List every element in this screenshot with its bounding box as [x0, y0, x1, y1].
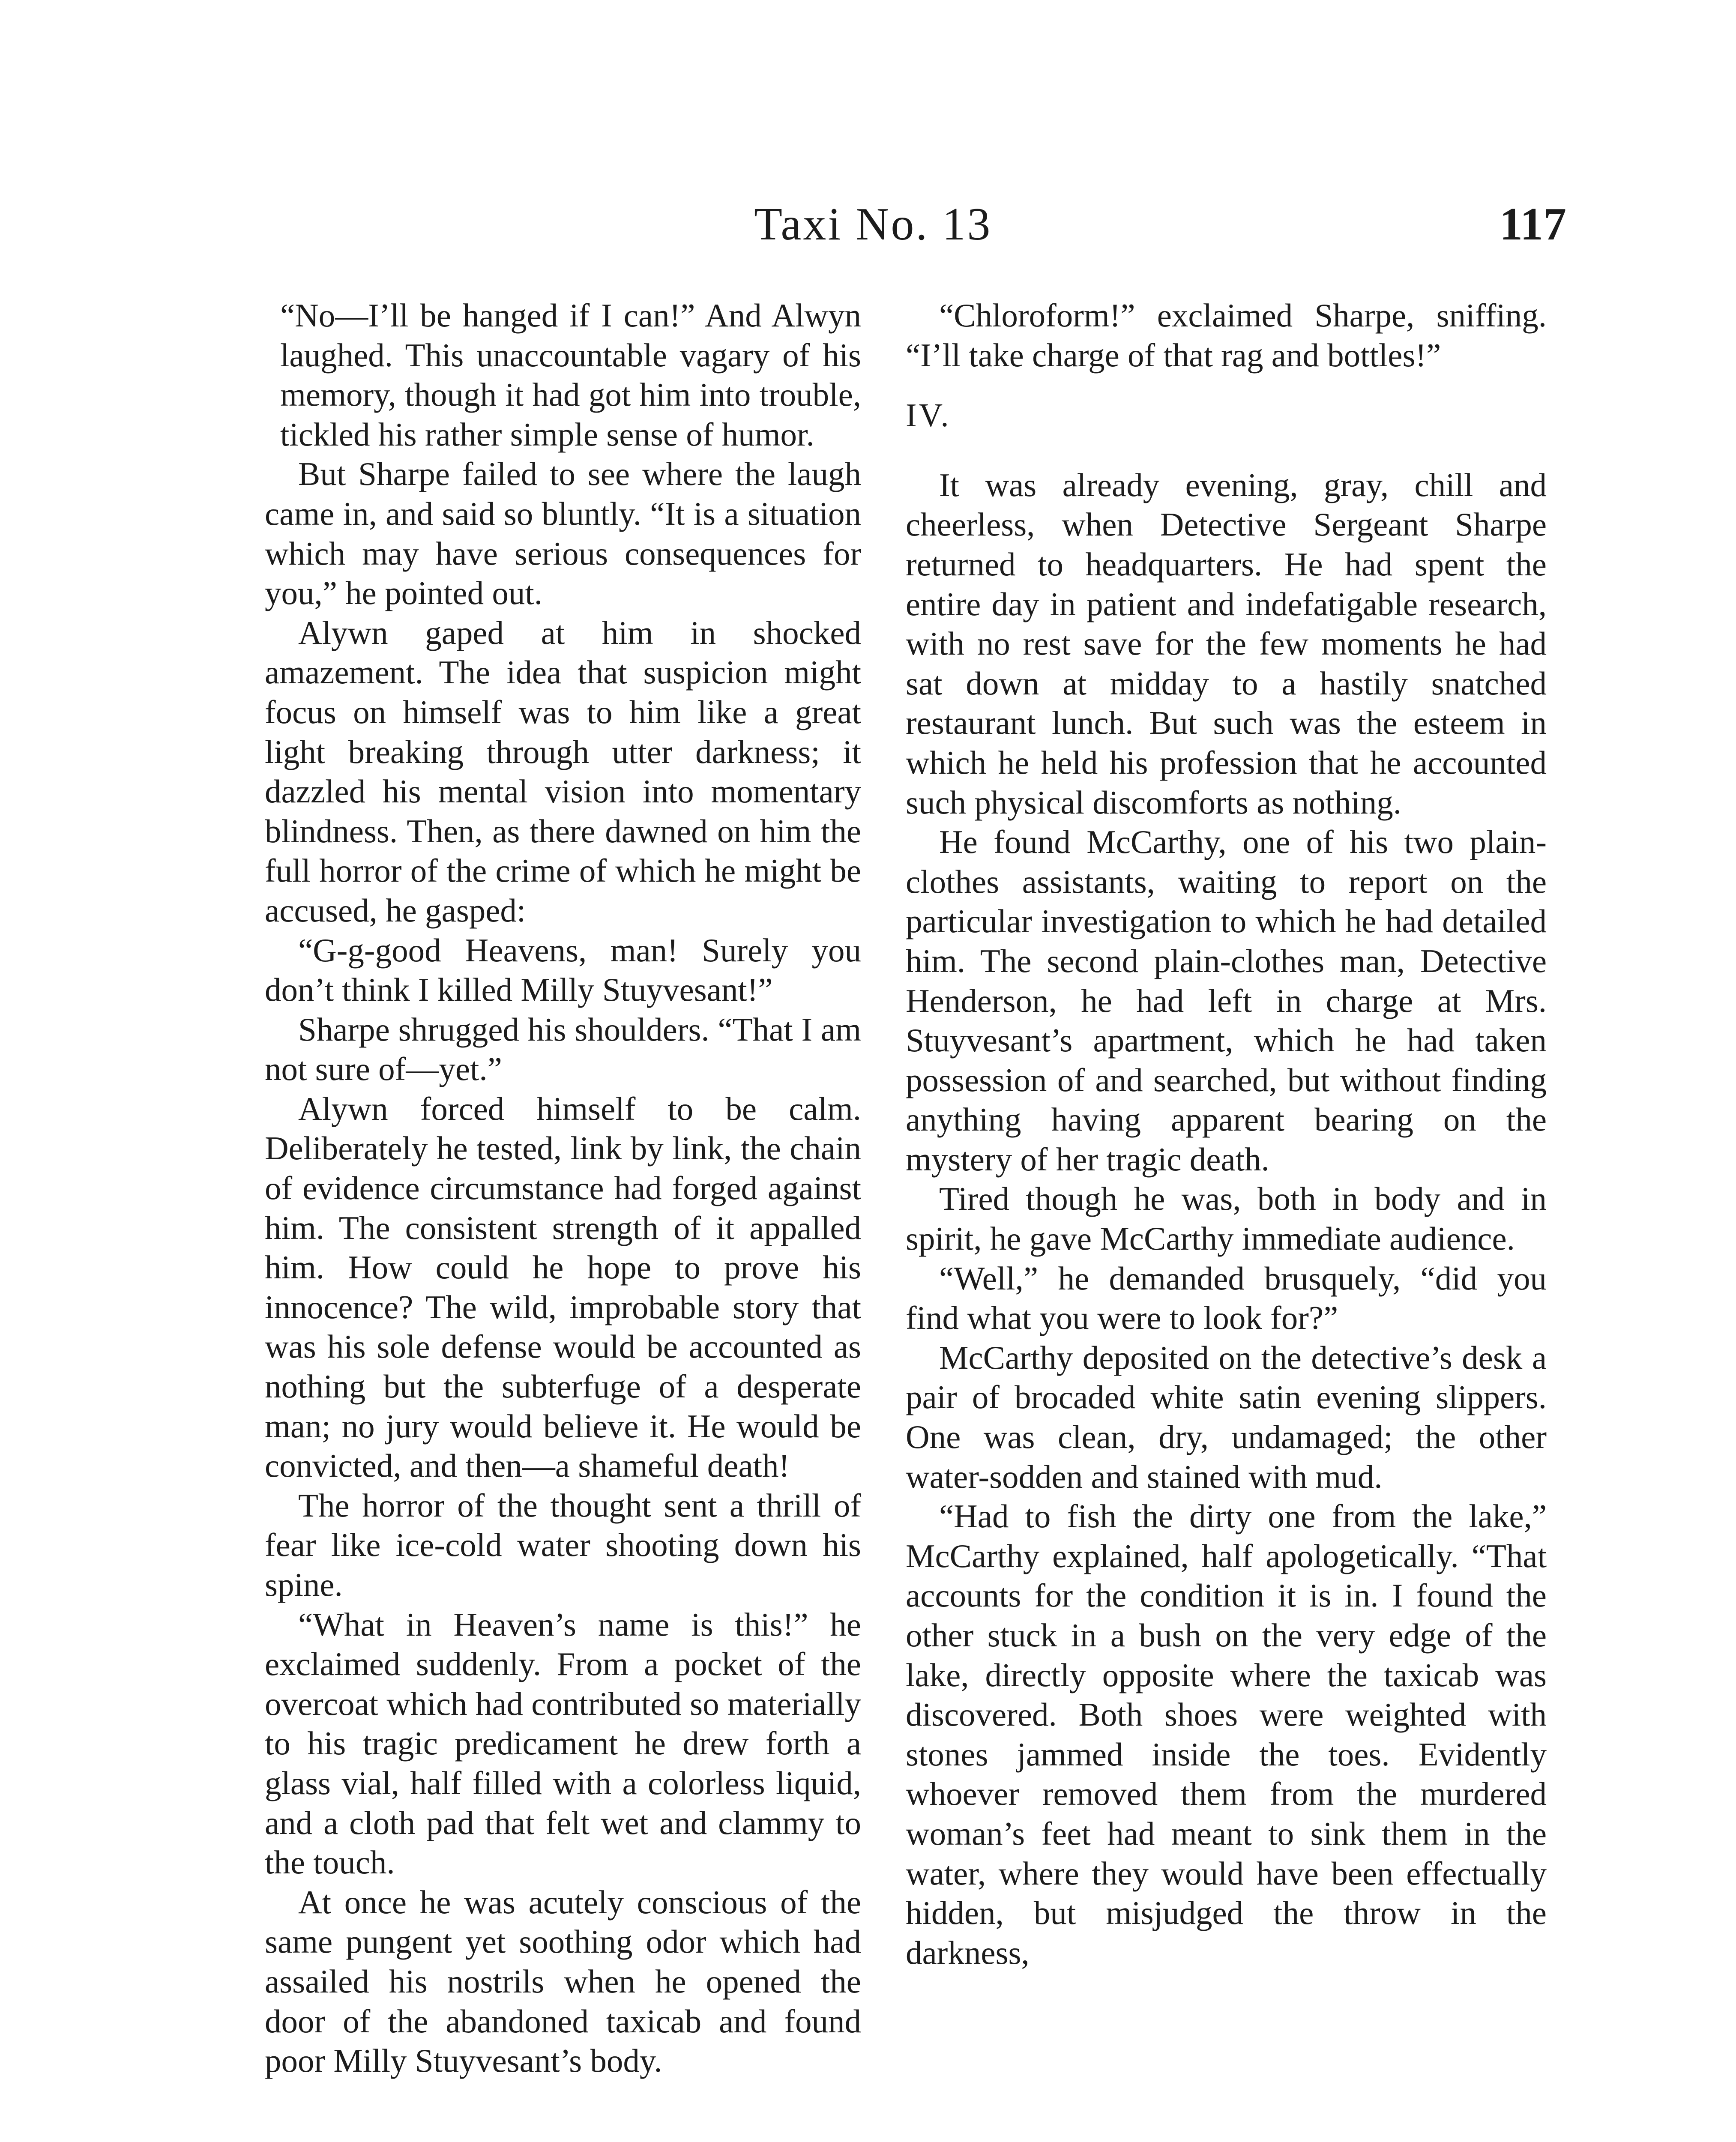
paragraph: “G-g-good Heavens, man! Surely you don’t think I killed Milly Stuyvesant!” — [265, 931, 861, 1008]
page-number: 117 — [1500, 199, 1567, 250]
running-head-title: Taxi No. 13 — [754, 199, 992, 250]
left-text-column — [265, 296, 861, 2081]
paragraph: At once he was acutely conscious of the same pungent yet soothing odor which had assailed his nostrils when he opened the door of the abandoned taxicab and found poor Milly Stuyvesant’s body. — [265, 1883, 861, 2079]
paragraph: “Had to fish the dirty one from the lake,” McCarthy explained, half apologetically. “That accounts for the condition it is in. I found the other stuck in a bush on the very edge of the lake, directly opposite where the taxicab was discovered. Both shoes were weighted with stones jammed inside the toes. Evidently whoever removed them from the murdered woman’s feet had meant to sink them in the water, where they would have been effectually hidden, but misjudged the throw in the darkness, — [906, 1498, 1547, 1971]
paragraph: The horror of the thought sent a thrill of fear like ice-cold water shooting down his spine. — [265, 1487, 861, 1603]
paragraph: “Chloroform!” exclaimed Sharpe, sniffing. “I’ll take charge of that rag and bottles!” — [906, 297, 1547, 374]
paragraph: He found McCarthy, one of his two plain-clothes assistants, waiting to report on the particular investigation to which he had detailed him. The second plain-clothes man, Detective Henderson, he had left in charge at Mrs. Stuyvesant’s apartment, which he had taken possession of and searched, but without finding anything having apparent bearing on the mystery of her tragic death. — [906, 823, 1547, 1178]
paragraph: Tired though he was, both in body and in spirit, he gave McCarthy immediate audience. — [906, 1180, 1547, 1257]
paragraph: Alywn gaped at him in shocked amazement. The idea that suspicion might focus on himself was to him like a great light breaking through utter darkness; it dazzled his mental vision into momentary blindness. Then, as there dawned on him the full horror of the crime of which he might be accused, he gasped: — [265, 614, 861, 929]
section-heading: IV. — [906, 397, 951, 434]
right-text-column — [906, 296, 1547, 1972]
paragraph: Sharpe shrugged his shoulders. “That I am not sure of—yet.” — [265, 1011, 861, 1088]
paragraph: It was already evening, gray, chill and cheerless, when Detective Sergeant Sharpe returned to headquarters. He had spent the entire day in patient and indefatigable research, with no rest save for the few moments he had sat down at midday to a hastily snatched restaurant lunch. But such was the esteem in which he held his profession that he accounted such physical discomforts as nothing. — [906, 466, 1547, 821]
paragraph: “Well,” he demanded brusquely, “did you find what you were to look for?” — [906, 1259, 1547, 1337]
paragraph: “No—I’ll be hanged if I can!” And Alwyn laughed. This unaccountable vagary of his memory, though it had got him into trouble, tickled his rather simple sense of humor. — [280, 297, 861, 453]
paragraph: But Sharpe failed to see where the laugh came in, and said so bluntly. “It is a situation which may have serious consequences for you,” he pointed out. — [265, 455, 861, 612]
paragraph: McCarthy deposited on the detective’s desk a pair of brocaded white satin evening slippers. One was clean, dry, undamaged; the other water-sodden and stained with mud. — [906, 1339, 1547, 1495]
paragraph: “What in Heaven’s name is this!” he exclaimed suddenly. From a pocket of the overcoat which had contributed so materially to his tragic predicament he drew forth a glass vial, half filled with a colorless liquid, and a cloth pad that felt wet and clammy to the touch. — [265, 1606, 861, 1881]
paragraph: Alywn forced himself to be calm. Deliberately he tested, link by link, the chain of evidence circumstance had forged against him. The consistent strength of it appalled him. How could he hope to prove his innocence? The wild, improbable story that was his sole defense would be accounted as nothing but the subterfuge of a desperate man; no jury would believe it. He would be convicted, and then—a shameful death! — [265, 1090, 861, 1484]
